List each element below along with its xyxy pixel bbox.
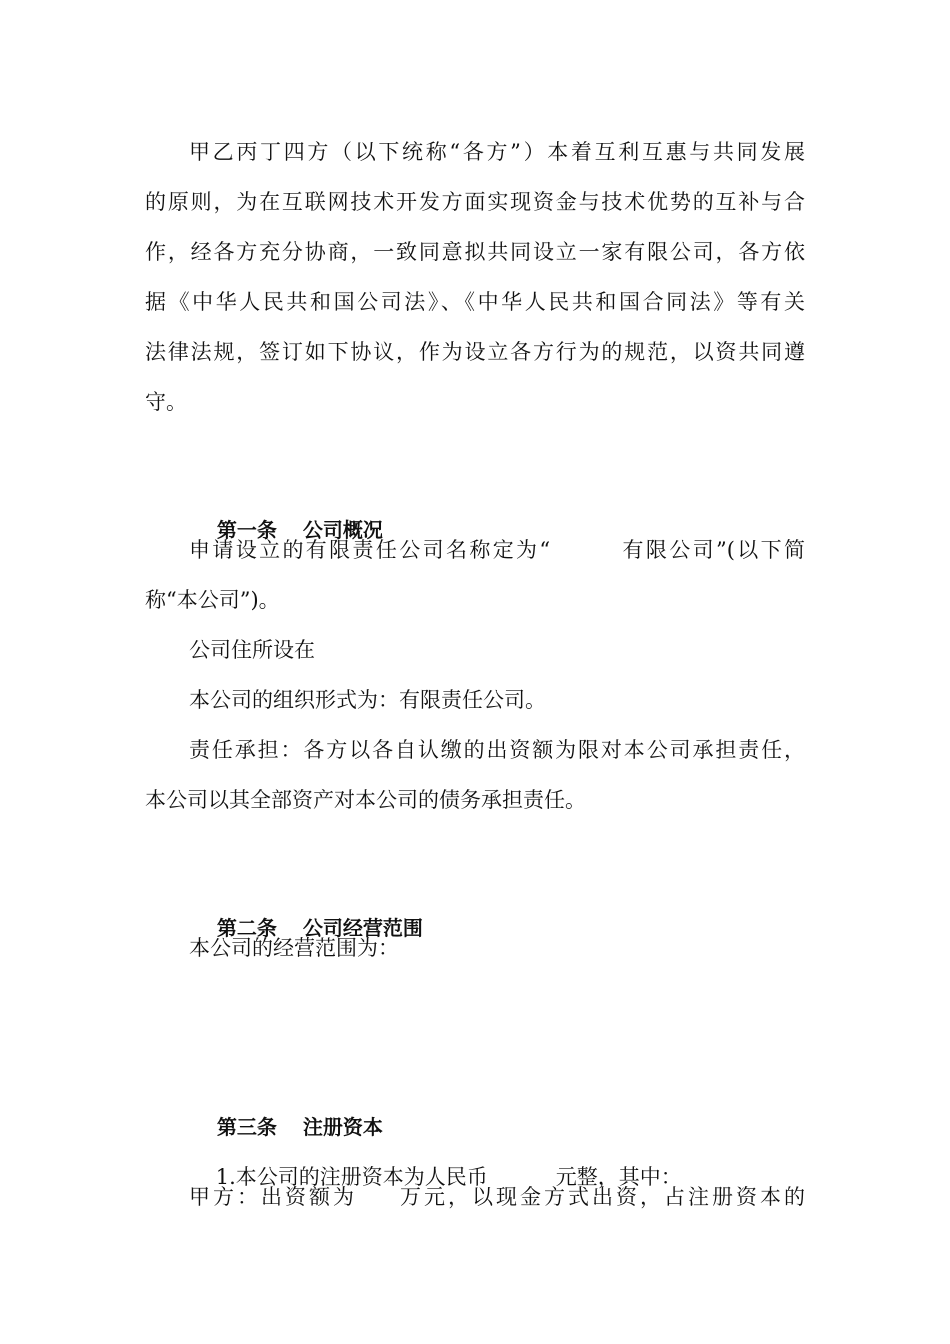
article1-name-part-b: 有限公司”(以下简 <box>620 538 805 562</box>
article1-name-part-a: 申请设立的有限责任公司名称定为“ <box>189 538 551 562</box>
article1-number: 第一条 <box>216 518 277 542</box>
intro-line-2: 的原则，为在互联网技术开发方面实现资金与技术优势的互补与合 <box>145 190 805 214</box>
article3-party-a-part-2: 万元，以现金方式出资，占注册资本的 <box>397 1185 805 1209</box>
article3-title: 注册资本 <box>302 1115 383 1139</box>
article1-liability-line-1: 责任承担：各方以各自认缴的出资额为限对本公司承担责任， <box>189 738 805 762</box>
article1-title: 公司概况 <box>302 518 383 542</box>
article2-scope: 本公司的经营范围为： <box>189 936 399 960</box>
article1-name-line-2: 称“本公司”)。 <box>145 588 280 612</box>
intro-line-5: 法律法规，签订如下协议，作为设立各方行为的规范，以资共同遵 <box>145 340 805 364</box>
article3-number: 第三条 <box>216 1115 277 1139</box>
article2-title: 公司经营范围 <box>302 916 423 940</box>
intro-line-6: 守。 <box>145 390 187 414</box>
article1-domicile: 公司住所设在 <box>189 638 315 662</box>
article2-number: 第二条 <box>216 916 277 940</box>
article1-name-line <box>189 535 805 565</box>
article3-capital-part-b: 元整，其中： <box>555 1165 682 1189</box>
intro-line-1: 甲乙丙丁四方（以下统称“各方”）本着互利互惠与共同发展 <box>189 140 805 164</box>
intro-line-4: 据《中华人民共和国公司法》、《中华人民共和国合同法》等有关 <box>145 290 805 314</box>
article1-org-form: 本公司的组织形式为：有限责任公司。 <box>189 688 546 712</box>
article3-party-a-part-1: 甲方：出资额为 <box>189 1185 357 1209</box>
article3-capital-part-a: 1.本公司的注册资本为人民币 <box>215 1165 488 1189</box>
article3-party-a-line <box>189 1182 805 1212</box>
article1-liability-line-2: 本公司以其全部资产对本公司的债务承担责任。 <box>145 788 586 812</box>
intro-line-3: 作，经各方充分协商，一致同意拟共同设立一家有限公司，各方依 <box>145 240 805 264</box>
